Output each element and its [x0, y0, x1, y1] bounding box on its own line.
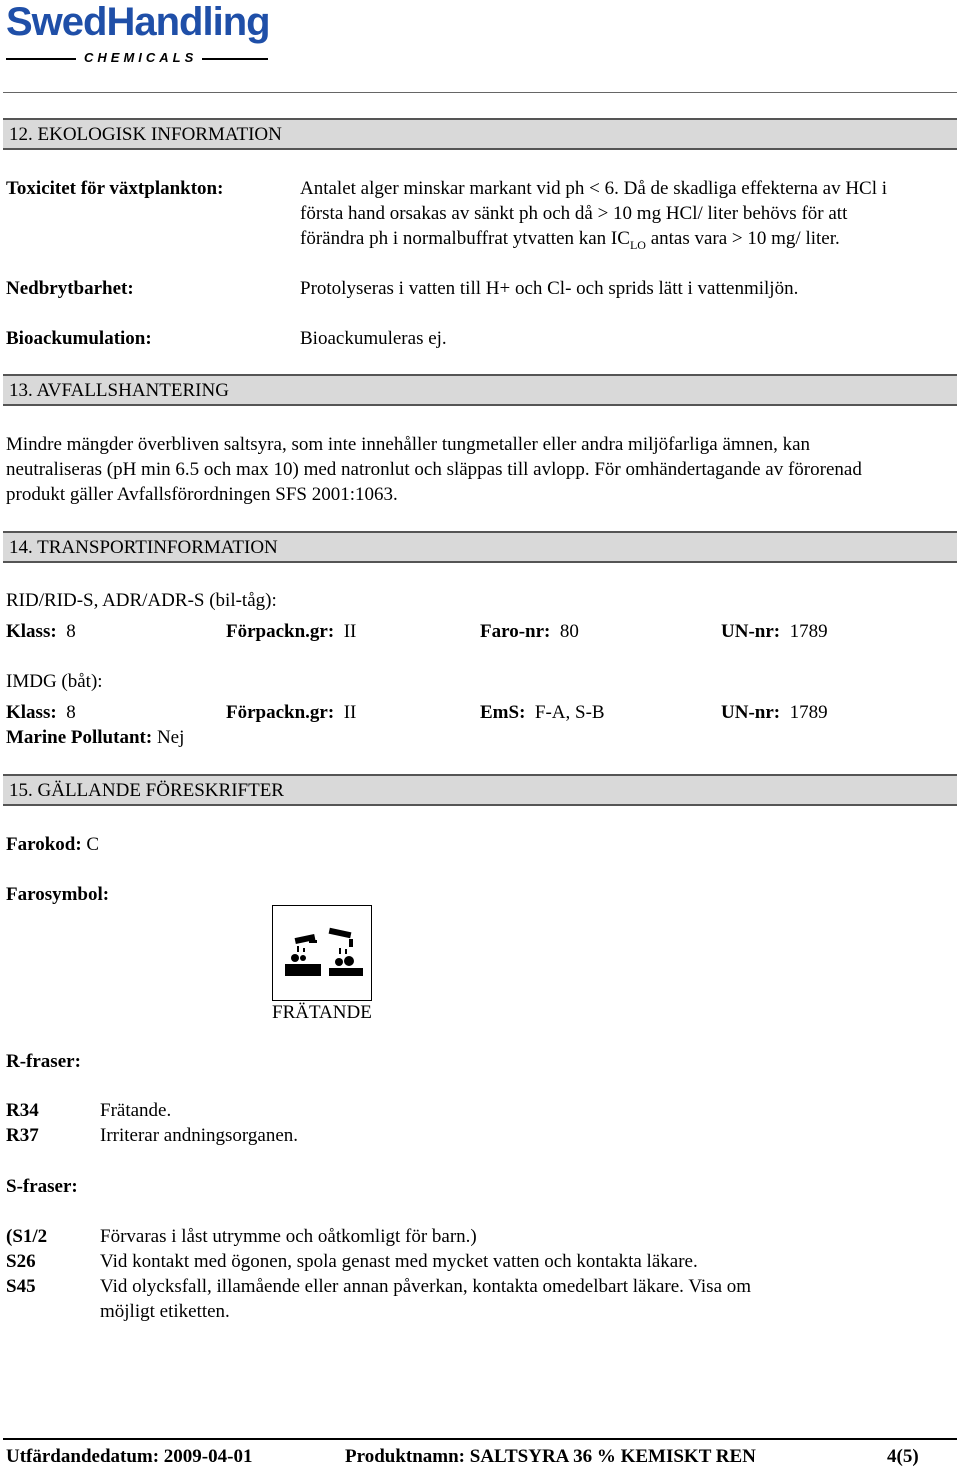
s-phrase-text-3-cont: möjligt etiketten. — [100, 1301, 230, 1322]
toxicity-text-line3a: förändra ph i normalbuffrat ytvatten kan IC — [300, 228, 630, 249]
s-phrase-text-1: Förvaras i låst utrymme och oåtkomligt för barn.) — [100, 1226, 477, 1247]
issue-date: Utfärdandedatum: 2009-04-01 — [6, 1446, 253, 1467]
imdg-packing-label: Förpackn.gr: — [226, 702, 335, 723]
ic-subscript: LO — [629, 237, 646, 252]
logo-subtitle: CHEMICALS — [84, 50, 198, 65]
degradability-label: Nedbrytbarhet: — [6, 278, 134, 299]
logo-rule-right — [202, 58, 268, 60]
imdg-ems-value: F-A, S-B — [534, 702, 605, 723]
page-number: 4(5) — [887, 1446, 919, 1467]
section-12-title: 12. EKOLOGISK INFORMATION — [9, 124, 282, 145]
rid-packing-group — [226, 621, 356, 643]
hazard-code-value: C — [86, 834, 100, 855]
imdg-ems-label: EmS: — [480, 702, 526, 723]
footer-divider — [3, 1438, 957, 1440]
header-divider — [3, 92, 957, 93]
degradability-text: Protolyseras i vatten till H+ och Cl- och sprids lätt i vattenmiljön. — [300, 278, 799, 299]
imdg-class-value: 8 — [66, 702, 76, 723]
rid-class-value: 8 — [66, 621, 76, 642]
r-phrase-code-2: R37 — [6, 1125, 39, 1146]
imdg-class-label: Klass: — [6, 702, 57, 723]
marine-pollutant — [6, 727, 184, 749]
rid-hazard-number — [480, 621, 579, 643]
toxicity-text-line2: första hand orsakas av sänkt ph och då > 10 mg HCl/ liter behövs för att — [300, 203, 848, 224]
waste-text-line1: Mindre mängder överbliven saltsyra, som inte innehåller tungmetaller eller andra miljöfarliga ämnen, kan — [6, 434, 811, 455]
marine-pollutant-value: Nej — [156, 727, 185, 748]
toxicity-text-line3b: antas vara > 10 mg/ liter. — [645, 228, 840, 249]
logo-rule-left — [6, 58, 76, 60]
r-phrases-label: R-fraser: — [6, 1051, 81, 1072]
imdg-un-number — [721, 702, 828, 724]
bioaccumulation-label: Bioackumulation: — [6, 328, 152, 349]
r-phrase-text-1: Frätande. — [100, 1100, 172, 1121]
toxicity-label: Toxicitet för växtplankton: — [6, 178, 224, 199]
imdg-packing-value: II — [343, 702, 357, 723]
rid-class-label: Klass: — [6, 621, 57, 642]
rid-heading: RID/RID-S, ADR/ADR-S (bil-tåg): — [6, 590, 277, 611]
marine-pollutant-label: Marine Pollutant: — [6, 727, 153, 748]
section-15-title: 15. GÄLLANDE FÖRESKRIFTER — [9, 780, 284, 801]
rid-hazard-label: Faro-nr: — [480, 621, 551, 642]
hazard-symbol-label: Farosymbol: — [6, 884, 110, 905]
toxicity-text-line1: Antalet alger minskar markant vid ph < 6. Då de skadliga effekterna av HCl i — [300, 178, 888, 199]
rid-un-value: 1789 — [789, 621, 828, 642]
imdg-packing-group — [226, 702, 356, 724]
hazard-code-label: Farokod: — [6, 834, 82, 855]
imdg-heading: IMDG (båt): — [6, 671, 103, 692]
product-name: Produktnamn: SALTSYRA 36 % KEMISKT REN — [345, 1446, 756, 1467]
section-12-header — [3, 118, 957, 150]
imdg-un-label: UN-nr: — [721, 702, 781, 723]
symbol-caption: FRÄTANDE — [272, 1002, 372, 1023]
bioaccumulation-text: Bioackumuleras ej. — [300, 328, 447, 349]
section-13-header — [3, 374, 957, 406]
rid-packing-value: II — [343, 621, 357, 642]
rid-packing-label: Förpackn.gr: — [226, 621, 335, 642]
corrosive-icon — [273, 906, 371, 1000]
rid-class — [6, 621, 76, 643]
logo-brand: SwedHandling — [6, 0, 270, 44]
section-14-header — [3, 531, 957, 563]
s-phrase-text-3: Vid olycksfall, illamående eller annan påverkan, kontakta omedelbart läkare. Visa om — [100, 1276, 752, 1297]
rid-hazard-value: 80 — [559, 621, 579, 642]
s-phrase-code-3: S45 — [6, 1276, 36, 1297]
r-phrase-code-1: R34 — [6, 1100, 39, 1121]
hazard-code — [6, 834, 99, 856]
company-logo — [6, 2, 268, 72]
toxicity-text-line3 — [300, 228, 840, 253]
section-13-title: 13. AVFALLSHANTERING — [9, 380, 229, 401]
waste-text-line3: produkt gäller Avfallsförordningen SFS 2001:1063. — [6, 484, 398, 505]
imdg-ems — [480, 702, 605, 724]
rid-un-number — [721, 621, 828, 643]
corrosive-symbol — [272, 905, 372, 1001]
r-phrase-text-2: Irriterar andningsorganen. — [100, 1125, 299, 1146]
s-phrase-code-2: S26 — [6, 1251, 36, 1272]
s-phrases-label: S-fraser: — [6, 1176, 78, 1197]
imdg-class — [6, 702, 76, 724]
s-phrase-code-1: (S1/2 — [6, 1226, 48, 1247]
imdg-un-value: 1789 — [789, 702, 828, 723]
rid-un-label: UN-nr: — [721, 621, 781, 642]
waste-text-line2: neutraliseras (pH min 6.5 och max 10) med natronlut och släppas till avlopp. För omhändertagande av förorenad — [6, 459, 862, 480]
s-phrase-text-2: Vid kontakt med ögonen, spola genast med mycket vatten och kontakta läkare. — [100, 1251, 698, 1272]
section-15-header — [3, 774, 957, 806]
section-14-title: 14. TRANSPORTINFORMATION — [9, 537, 278, 558]
